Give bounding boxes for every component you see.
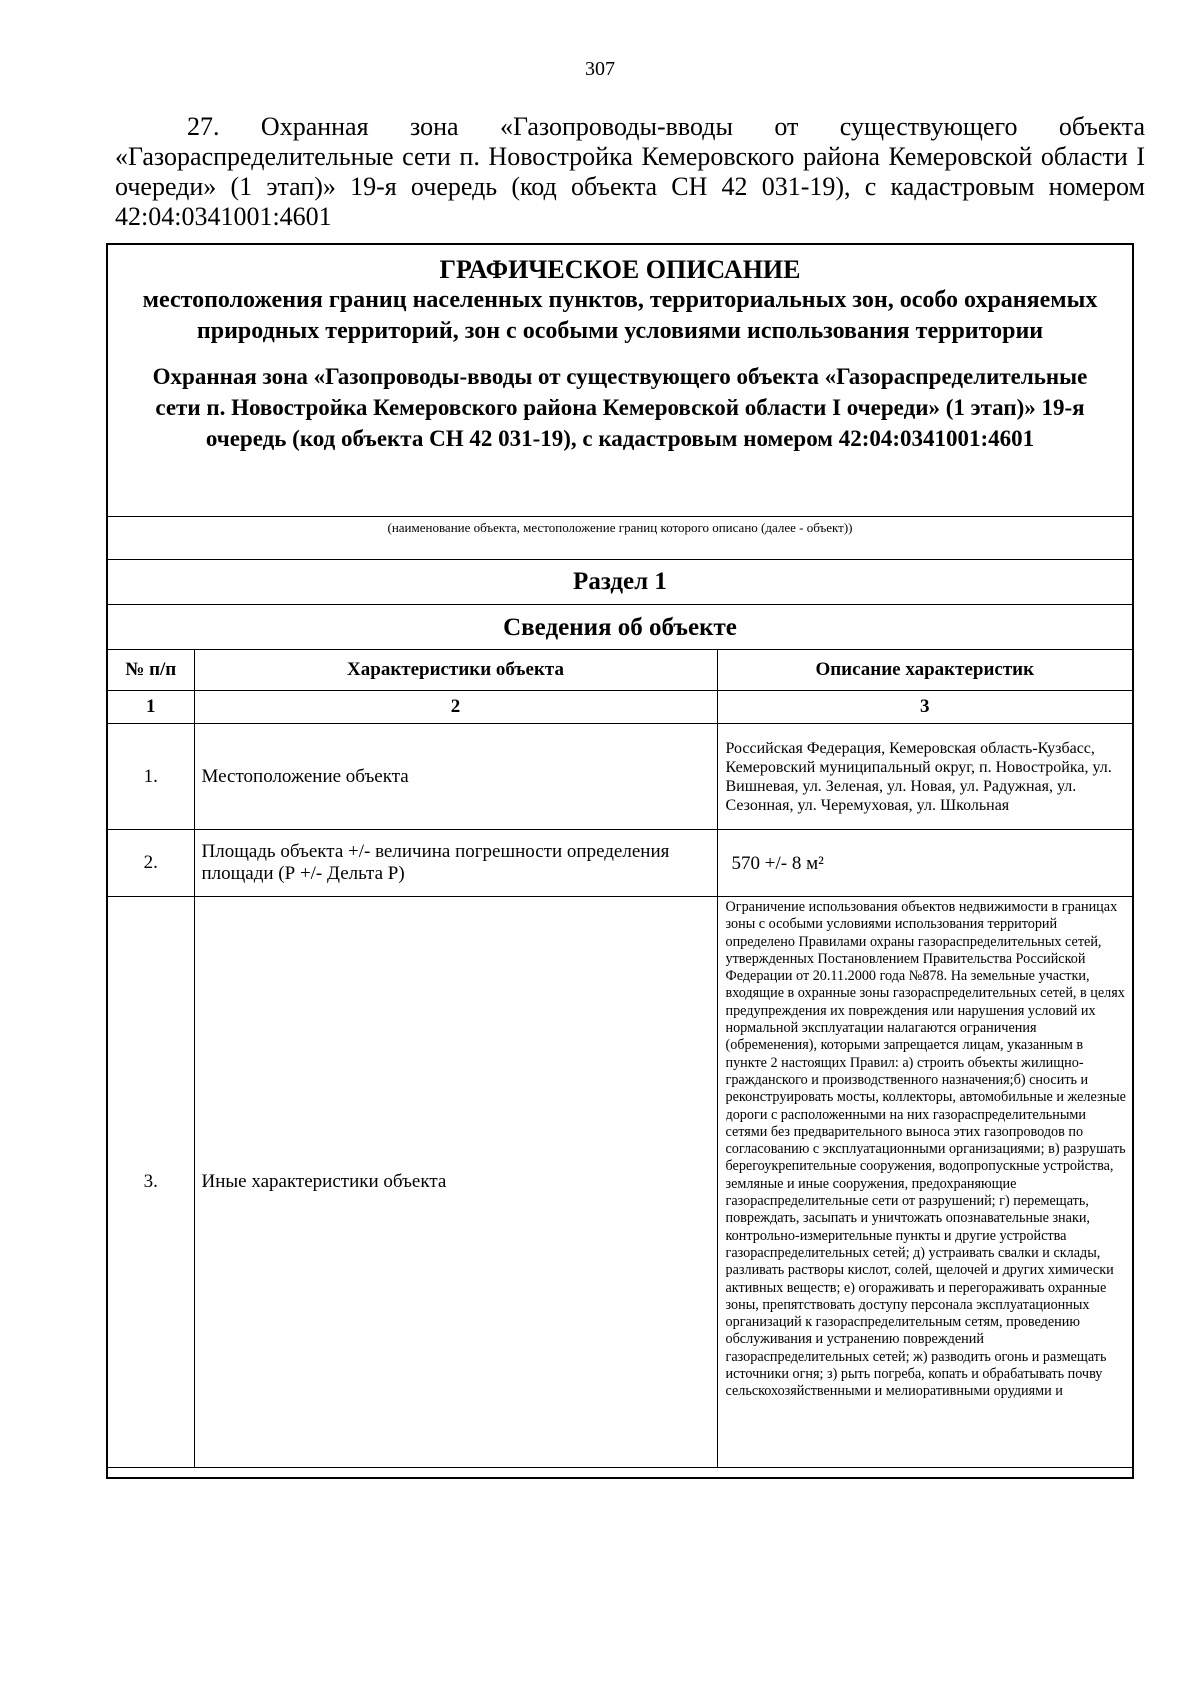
column-numbers-row — [108, 691, 1132, 724]
graphic-description-form — [106, 243, 1134, 1479]
section-title: Раздел 1 — [108, 559, 1132, 605]
row-label: Иные характеристики объекта — [194, 897, 717, 1468]
table-row — [108, 897, 1132, 1468]
intro-paragraph: 27. Охранная зона «Газопроводы-вводы от существующего объекта «Газораспределительные сети п. Новостройка Кемеровского района Кемеровской области I очереди» (1 этап)» 19-я очередь (код объекта СН 42 031-19), с кадастровым номером 42:04:0341001:4601 — [115, 112, 1145, 231]
divider — [108, 516, 1132, 517]
intro-section — [115, 112, 1145, 232]
row-value: Ограничение использования объектов недвижимости в границах зоны с особыми условиями использования территорий определено Правилами охраны газораспределительных сетей, утвержденных Постановлением Правительства Российской Федерации от 20.11.2000 года №878. На земельные участки, входящие в охранные зоны газораспределительных сетей, в целях предупреждения их повреждения или нарушения условий их нормальной эксплуатации налагаются ограничения (обременения), которыми запрещается лицам, указанным в пункте 2 настоящих Правил: а) строить объекты жилищно-гражданского и производственного назначения;б) сносить и реконструировать мосты, коллекторы, автомобильные и железные дороги с расположенными на них газораспределительными сетями без предварительного выноса этих газопроводов по согласованию с эксплуатационными организациями; в) разрушать берегоукрепительные сооружения, водопропускные устройства, земляные и иные сооружения, предохраняющие газораспределительные сети от разрушений; г) перемещать, повреждать, засыпать и уничтожать опознавательные знаки, контрольно-измерительные пункты и другие устройства газораспределительных сетей; д) устраивать свалки и склады, разливать растворы кислот, солей, щелочей и других химически активных веществ; е) огораживать и перегораживать охранные зоны, препятствовать доступу персонала эксплуатационных организаций к газораспределительным сетям, проведению обслуживания и устранению повреждений газораспределительных сетей; ж) разводить огонь и размещать источники огня; з) рыть погреба, копать и обрабатывать почву сельскохозяйственными и мелиоративными орудиями и — [725, 899, 1126, 1400]
column-header-characteristics: Характеристики объекта — [194, 650, 717, 691]
table-row — [108, 830, 1132, 897]
row-number: 1. — [108, 724, 194, 830]
row-value: Российская Федерация, Кемеровская область-Кузбасс, Кемеровский муниципальный округ, п. Новостройка, ул. Вишневая, ул. Зеленая, ул. Новая, ул. Радужная, ул. Сезонная, ул. Черемуховая, ул. Школьная — [717, 724, 1132, 830]
section-subtitle: Сведения об объекте — [108, 605, 1132, 650]
column-number: 3 — [717, 691, 1132, 724]
row-value: 570 +/- 8 м² — [717, 830, 1132, 897]
column-header-number: № п/п — [108, 650, 194, 691]
row-label: Площадь объекта +/- величина погрешности определения площади (Р +/- Дельта Р) — [194, 830, 717, 897]
object-name-note: (наименование объекта, местоположение границ которого описано (далее - объект)) — [387, 520, 853, 535]
table-row — [108, 724, 1132, 830]
row-label: Местоположение объекта — [194, 724, 717, 830]
column-number: 1 — [108, 691, 194, 724]
form-subtitle: местоположения границ населенных пунктов, территориальных зон, особо охраняемых природных территорий, зон с особыми условиями использования территории — [142, 287, 1098, 344]
row-number: 2. — [108, 830, 194, 897]
page-number: 307 — [585, 58, 615, 80]
table-header-row — [108, 650, 1132, 691]
column-header-description: Описание характеристик — [717, 650, 1132, 691]
object-info-table — [108, 650, 1132, 1468]
object-name: Охранная зона «Газопроводы-вводы от существующего объекта «Газораспределительные сети п. Новостройка Кемеровского района Кемеровской области I очереди» (1 этап)» 19-я очередь (код объекта СН 42 031-19), с кадастровым номером 42:04:0341001:4601 — [152, 364, 1088, 451]
column-number: 2 — [194, 691, 717, 724]
row-value-cell — [717, 897, 1132, 1468]
row-number: 3. — [108, 897, 194, 1468]
form-title: ГРАФИЧЕСКОЕ ОПИСАНИЕ — [439, 255, 801, 284]
